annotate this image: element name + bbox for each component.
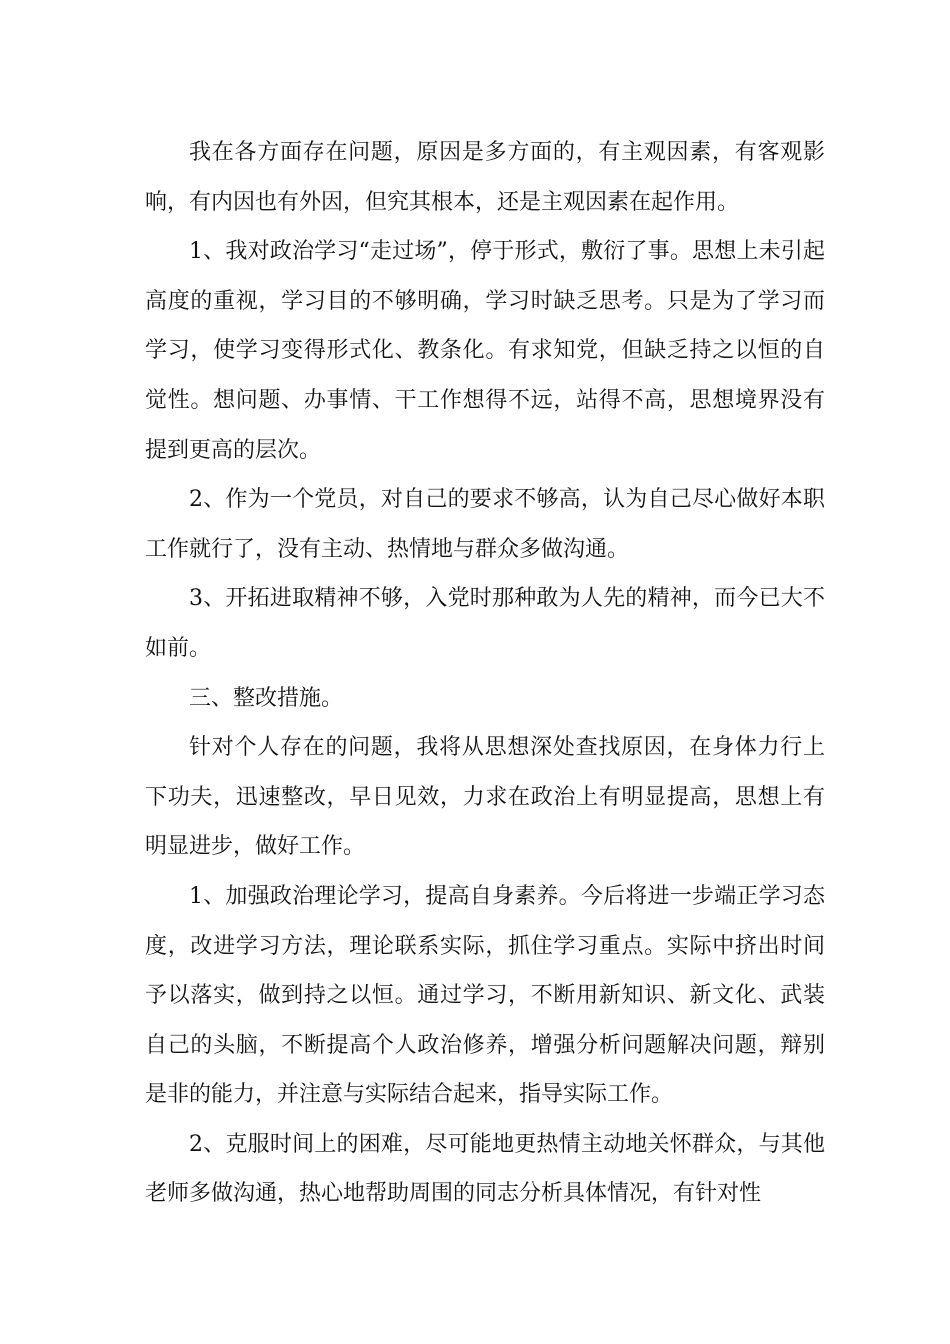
paragraph-issue-1: 1、我对政治学习“走过场”，停于形式，敷衍了事。思想上未引起高度的重视，学习目的不够明确，学习时缺乏思考。只是为了学习而学习，使学习变得形式化、教条化。有求知党，但缺乏持之以恒的自觉性。想问题、办事情、干工作想得不远，站得不高，思想境界没有提到更高的层次。 [145,239,825,463]
paragraph-issue-3: 3、开拓进取精神不够，入党时那种敢为人先的精神，而今已大不如前。 [145,586,825,661]
paragraph-rectification-intro: 针对个人存在的问题，我将从思想深处查找原因，在身体力行上下功夫，迅速整改，早日见效，力求在政治上有明显提高，思想上有明显进步，做好工作。 [145,735,825,860]
paragraph-issue-2: 2、作为一个党员，对自己的要求不够高，认为自己尽心做好本职工作就行了，没有主动、热情地与群众多做沟通。 [145,487,825,562]
paragraph-cause-analysis: 我在各方面存在问题，原因是多方面的，有主观因素，有客观影响，有内因也有外因，但究其根本，还是主观因素在起作用。 [145,140,825,215]
paragraph-measure-2: 2、克服时间上的困难，尽可能地更热情主动地关怀群众，与其他老师多做沟通，热心地帮助周围的同志分析具体情况，有针对性 [145,1131,825,1207]
paragraph-measure-1: 1、加强政治理论学习，提高自身素养。今后将进一步端正学习态度，改进学习方法，理论联系实际，抓住学习重点。实际中挤出时间予以落实，做到持之以恒。通过学习，不断用新知识、新文化、武装自己的头脑，不断提高个人政治修养，增强分析问题解决问题，辩别是非的能力，并注意与实际结合起来，指导实际工作。 [145,883,825,1108]
document-body [145,128,825,1219]
section-heading-rectification: 三、整改措施。 [189,685,344,711]
